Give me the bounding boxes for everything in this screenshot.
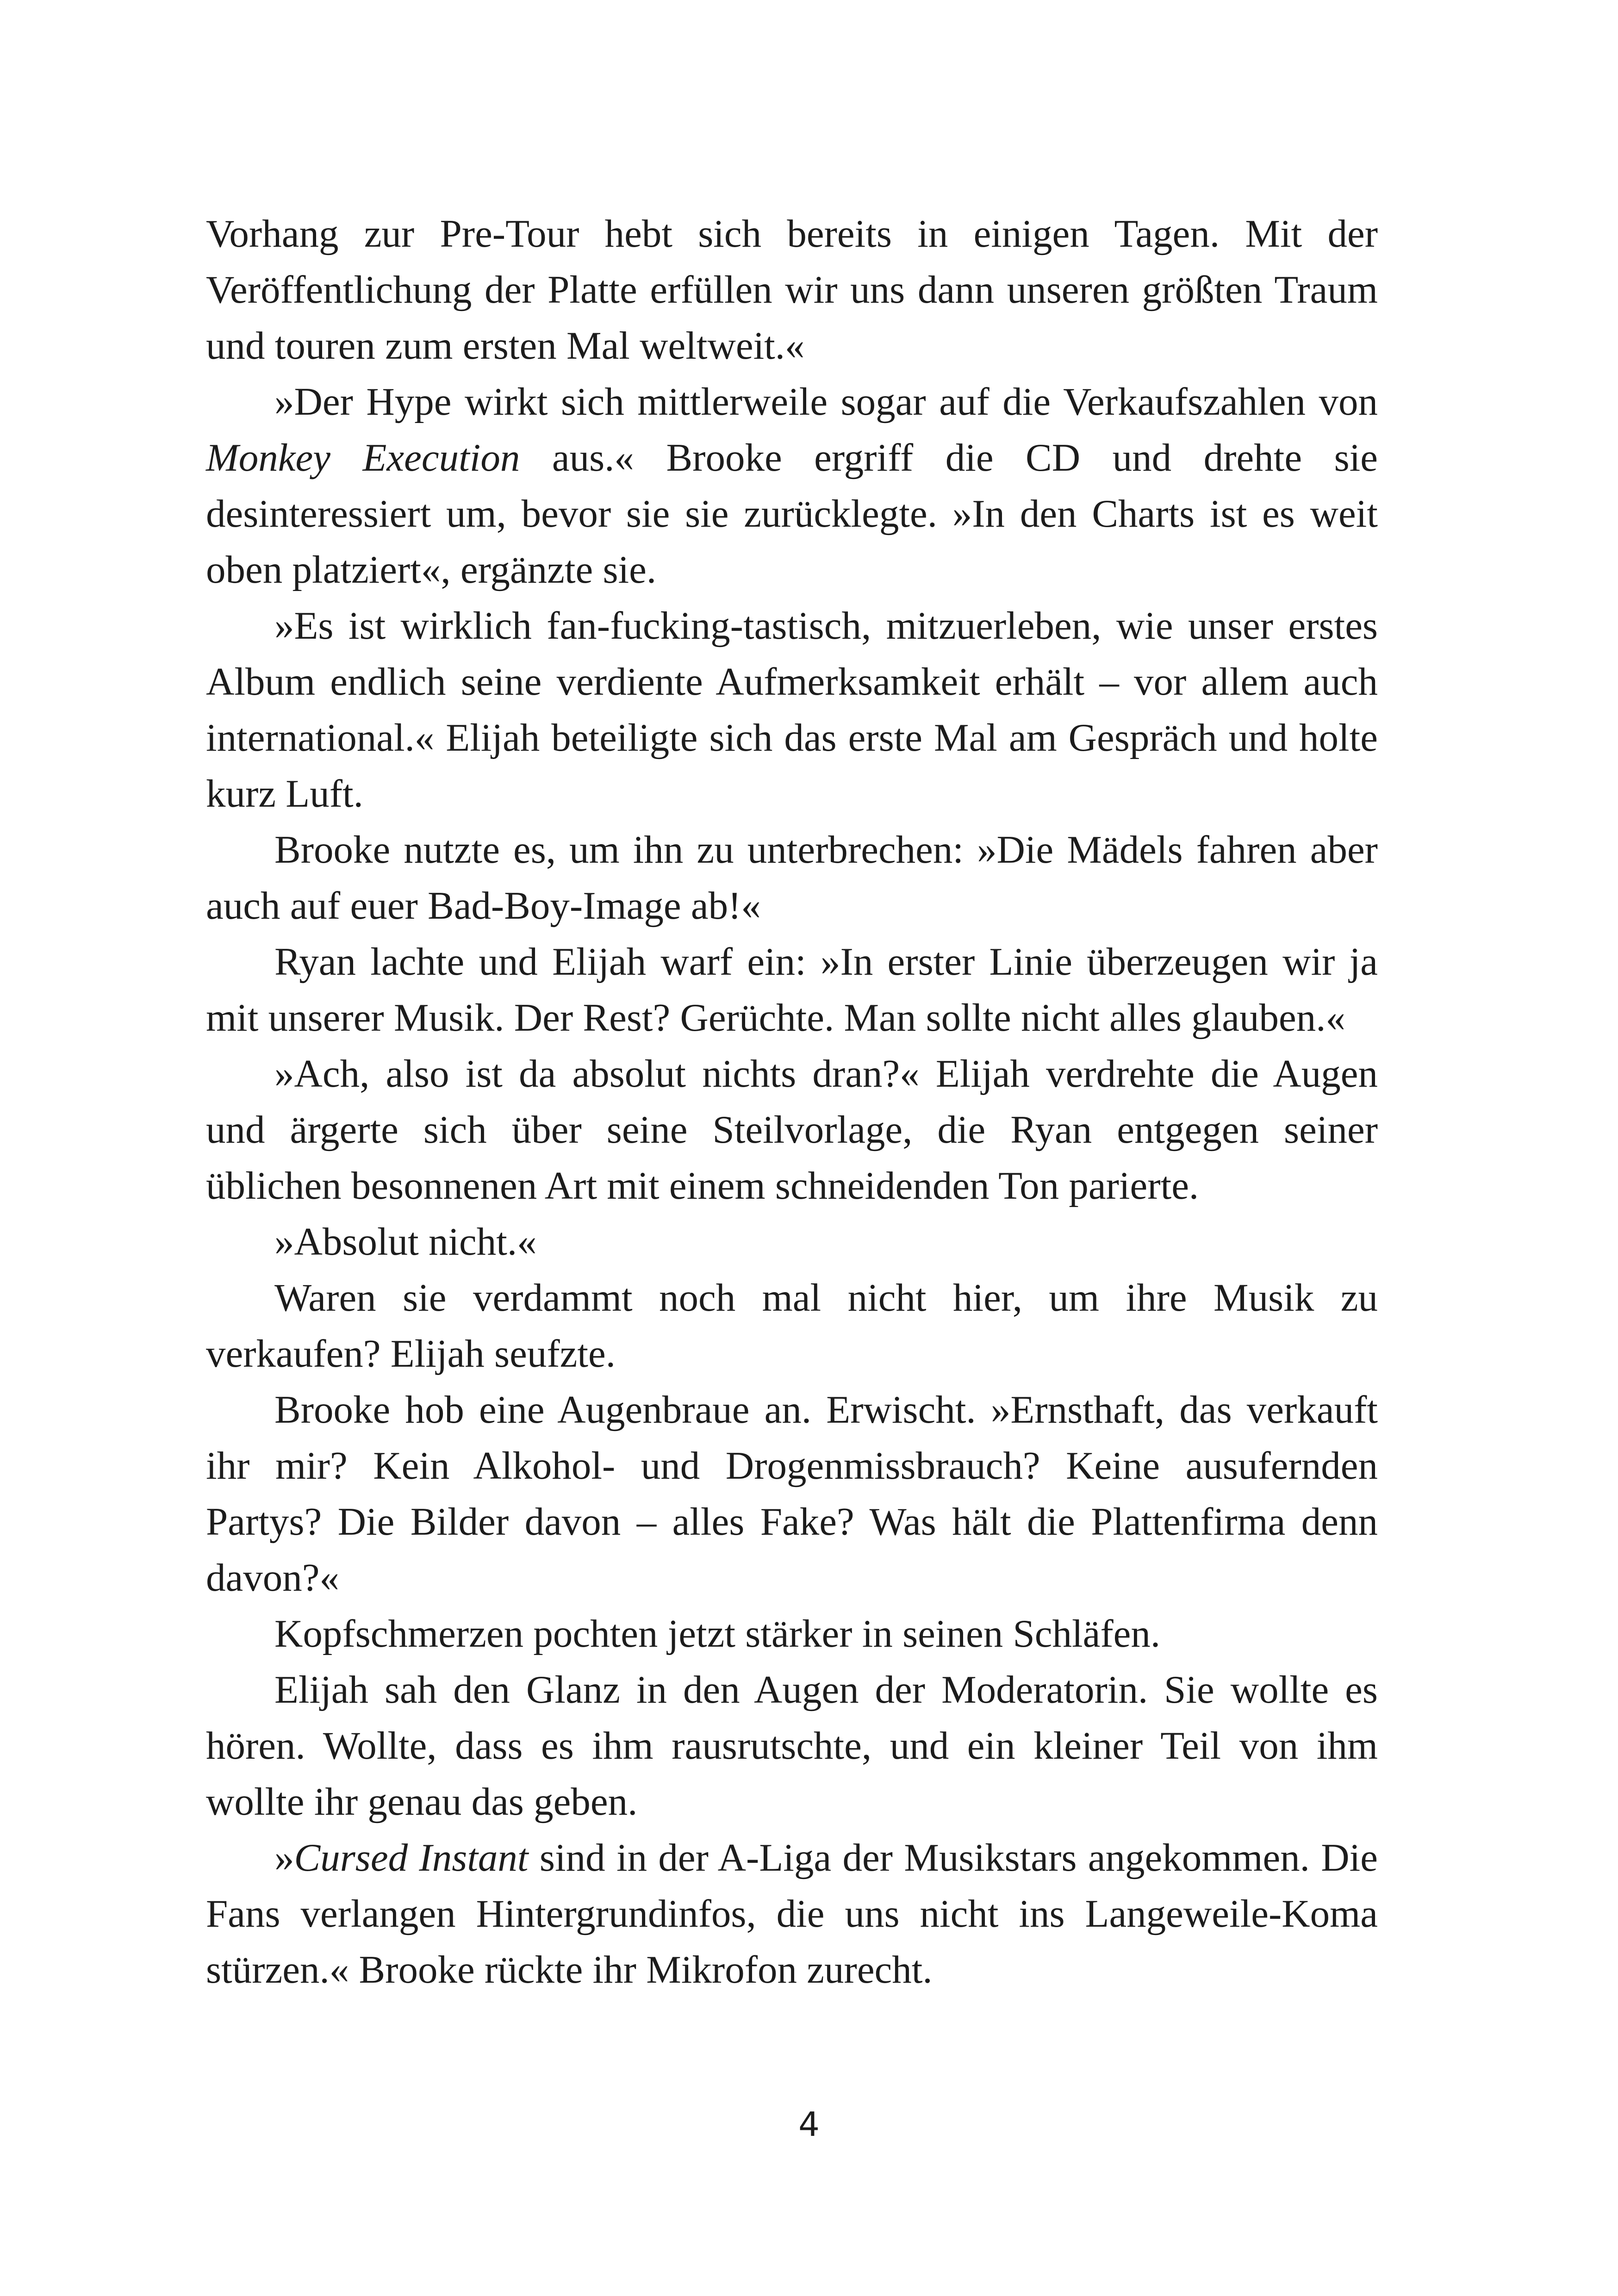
paragraph-text: Waren sie verdammt noch mal nicht hier, um ihre Musik zu verkaufen? Elijah seufzte. [206,1276,1378,1375]
paragraph [206,1046,1378,1214]
paragraph [206,206,1378,374]
paragraph-text: » [274,1836,294,1879]
paragraph-text: Ryan lachte und Elijah warf ein: »In erster Linie überzeugen wir ja mit unserer Musik. Der Rest? Gerüchte. Man sollte nicht alles glauben.« [206,940,1378,1039]
paragraph-text: »Absolut nicht.« [274,1220,537,1263]
paragraph [206,374,1378,598]
paragraph [206,1662,1378,1830]
paragraph [206,1830,1378,1998]
paragraph-text: »Es ist wirklich fan-fucking-tastisch, mitzuerleben, wie unser erstes Album endlich seine verdiente Aufmerksamkeit erhält – vor allem auch international.« Elijah beteiligte sich das erste Mal am Gespräch und holte kurz Luft. [206,604,1378,815]
paragraph-text: Vorhang zur Pre-Tour hebt sich bereits in einigen Tagen. Mit der Veröffentlichung der Platte erfüllen wir uns dann unseren größten Traum und touren zum ersten Mal weltweit.« [206,212,1378,367]
paragraph-text: Kopfschmerzen pochten jetzt stärker in seinen Schläfen. [274,1612,1161,1655]
paragraph [206,822,1378,934]
italic-title-text: Cursed Instant [294,1836,529,1879]
paragraph-text: sind in der A-Liga der Musikstars angekommen. Die Fans verlangen Hintergrundinfos, die uns nicht ins Langeweile-Koma stürzen.« Brooke rückte ihr Mikrofon zurecht. [206,1836,1378,1991]
paragraph-text: Brooke hob eine Augenbraue an. Erwischt. »Ernsthaft, das verkauft ihr mir? Kein Alkohol- und Drogenmissbrauch? Keine ausufernden Partys? Die Bilder davon – alles Fake? Was hält die Plattenfirma denn davon?« [206,1388,1378,1599]
paragraph [206,598,1378,822]
italic-title-text: Monkey Execution [206,436,520,479]
paragraph [206,1214,1378,1270]
paragraph-text: Elijah sah den Glanz in den Augen der Moderatorin. Sie wollte es hören. Wollte, dass es ihm rausrutschte, und ein kleiner Teil von ihm wollte ihr genau das geben. [206,1668,1378,1823]
paragraph-text: »Ach, also ist da absolut nichts dran?« Elijah verdrehte die Augen und ärgerte sich über seine Steilvorlage, die Ryan entgegen seiner üblichen besonnenen Art mit einem schneidenden Ton parierte. [206,1052,1378,1207]
page-number: 4 [798,2105,820,2144]
paragraph-text: Brooke nutzte es, um ihn zu unterbrechen: »Die Mädels fahren aber auch auf euer Bad-Boy-Image ab!« [206,828,1378,927]
paragraph [206,1606,1378,1662]
paragraph-text: »Der Hype wirkt sich mittlerweile sogar auf die Verkaufszahlen von [274,380,1378,423]
paragraph [206,1382,1378,1606]
paragraph [206,934,1378,1046]
paragraph [206,1270,1378,1382]
paragraph-text: aus.« Brooke ergriff die CD und drehte sie desinteressiert um, bevor sie sie zurücklegte. »In den Charts ist es weit oben platziert«, ergänzte sie. [206,436,1378,591]
body-text [206,206,1378,1998]
